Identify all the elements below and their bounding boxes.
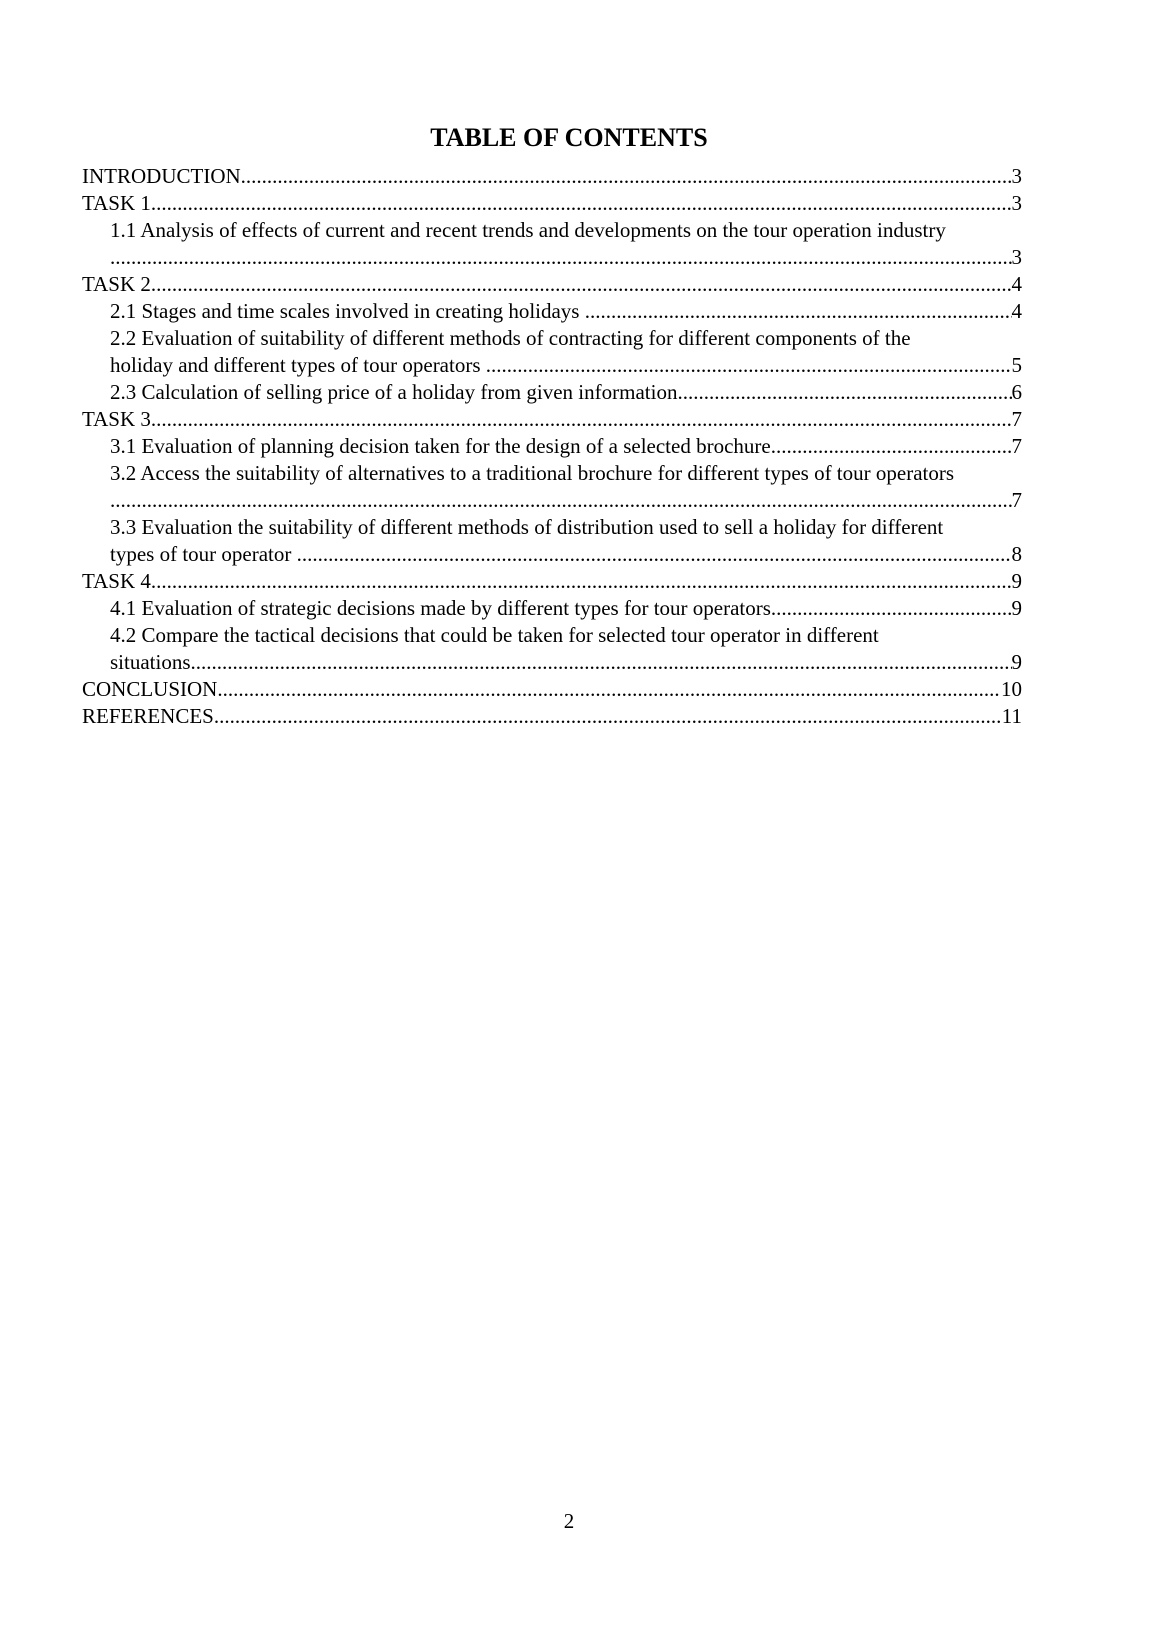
dot-leader (297, 541, 1012, 568)
dot-leader (486, 352, 1012, 379)
toc-entry-title: CONCLUSION (82, 677, 218, 701)
toc-entry-title: holiday and different types of tour operators (110, 353, 486, 377)
toc-entry-title-first-line: 3.3 Evaluation the suitability of different methods of distribution used to sell a holiday for different (110, 515, 944, 539)
dot-leader (771, 595, 1012, 622)
dot-leader (110, 244, 1012, 271)
toc-entry[interactable] (82, 568, 1022, 595)
toc-entry-title-first-line: 2.2 Evaluation of suitability of different methods of contracting for different components of the (110, 326, 911, 350)
dot-leader (151, 190, 1012, 217)
page-number: 2 (563, 1509, 575, 1533)
toc-entry[interactable] (82, 190, 1022, 217)
toc-entry-title-first-line: 1.1 Analysis of effects of current and recent trends and developments on the tour operation industry (110, 218, 946, 242)
toc-entry-title: TASK 3 (82, 407, 151, 431)
toc-entry-line (82, 703, 1022, 730)
dot-leader (110, 487, 1012, 514)
toc-entry[interactable] (110, 298, 1022, 325)
toc-entry-page-number: 4 (1011, 299, 1022, 323)
toc-entry-page-number: 7 (1011, 407, 1022, 431)
toc-entry[interactable] (110, 379, 1022, 406)
dot-leader (771, 433, 1012, 460)
dot-leader (151, 406, 1012, 433)
toc-entry-page-number: 7 (1011, 488, 1022, 512)
toc-entry-line (110, 244, 1022, 271)
toc-entry-page-number: 10 (1001, 677, 1022, 701)
toc-entry[interactable] (82, 676, 1022, 703)
toc-entry[interactable] (82, 703, 1022, 730)
toc-entry[interactable] (82, 271, 1022, 298)
dot-leader (585, 298, 1012, 325)
toc-entry-title-first-line: 3.2 Access the suitability of alternatives to a traditional brochure for different types of tour operators (110, 461, 955, 485)
toc-entry[interactable] (110, 622, 1022, 676)
toc-entry-line (110, 595, 1022, 622)
toc-entry-title: 3.1 Evaluation of planning decision taken for the design of a selected brochure (110, 434, 771, 458)
toc-entry-line (82, 163, 1022, 190)
toc-entry[interactable] (82, 163, 1022, 190)
toc-entry-line (82, 568, 1022, 595)
toc-entry-title: TASK 2 (82, 272, 151, 296)
dot-leader (214, 703, 1002, 730)
toc-entry-line (82, 676, 1022, 703)
toc-entry-line (110, 433, 1022, 460)
toc-entry-line (110, 541, 1022, 568)
toc-entry[interactable] (110, 514, 1022, 568)
toc-entry-title: 2.3 Calculation of selling price of a holiday from given information (110, 380, 678, 404)
toc-entry[interactable] (110, 595, 1022, 622)
toc-entry-line (110, 379, 1022, 406)
toc-entry-page-number: 9 (1011, 596, 1022, 620)
toc-entry-page-number: 4 (1011, 272, 1022, 296)
toc-entry[interactable] (82, 406, 1022, 433)
dot-leader (217, 676, 1001, 703)
toc-entry-line (110, 649, 1022, 676)
page-title: TABLE OF CONTENTS (430, 123, 708, 152)
toc-entry-page-number: 9 (1011, 569, 1022, 593)
toc-entry-page-number: 5 (1011, 353, 1022, 377)
toc-entry-title-first-line: 4.2 Compare the tactical decisions that could be taken for selected tour operator in different (110, 623, 879, 647)
toc-entry[interactable] (110, 325, 1022, 379)
toc-entry-page-number: 3 (1011, 245, 1022, 269)
dot-leader (151, 271, 1012, 298)
toc-entry-page-number: 3 (1011, 164, 1022, 188)
toc-entry-page-number: 6 (1011, 380, 1022, 404)
toc-entry-title: REFERENCES (82, 704, 214, 728)
dot-leader (191, 649, 1012, 676)
toc-entry[interactable] (110, 433, 1022, 460)
toc-entry-line (82, 406, 1022, 433)
toc-entry-title: 4.1 Evaluation of strategic decisions made by different types for tour operators (110, 596, 771, 620)
table-of-contents (82, 163, 1022, 730)
toc-entry-page-number: 9 (1011, 650, 1022, 674)
toc-entry-line (110, 298, 1022, 325)
toc-entry-page-number: 11 (1001, 704, 1022, 728)
dot-leader (151, 568, 1012, 595)
toc-entry-line (110, 352, 1022, 379)
toc-entry-page-number: 7 (1011, 434, 1022, 458)
toc-entry-title: INTRODUCTION (82, 164, 241, 188)
toc-entry-line (110, 487, 1022, 514)
dot-leader (677, 379, 1011, 406)
toc-entry-title: TASK 1 (82, 191, 151, 215)
toc-entry-line (82, 271, 1022, 298)
toc-entry-title: types of tour operator (110, 542, 297, 566)
dot-leader (241, 163, 1012, 190)
toc-entry-line (82, 190, 1022, 217)
toc-entry-page-number: 3 (1011, 191, 1022, 215)
toc-entry-title: situations (110, 650, 191, 674)
toc-entry[interactable] (110, 460, 1022, 514)
toc-entry-title: TASK 4 (82, 569, 151, 593)
toc-entry-page-number: 8 (1011, 542, 1022, 566)
toc-entry-title: 2.1 Stages and time scales involved in creating holidays (110, 299, 585, 323)
toc-entry[interactable] (110, 217, 1022, 271)
